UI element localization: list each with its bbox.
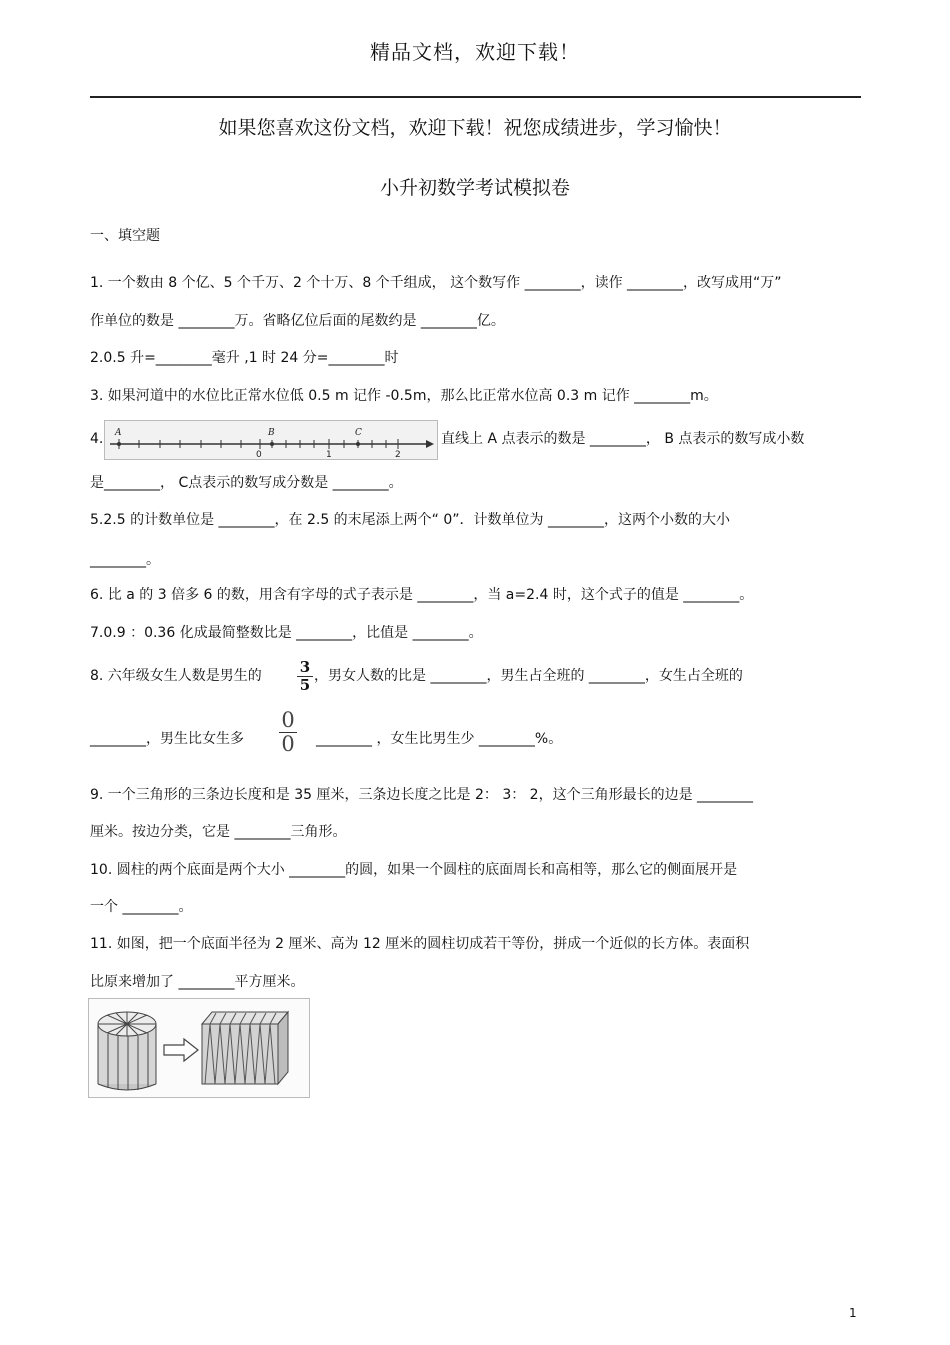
question-2: 2.0.5 升=________毫升 ,1 时 24 分=________时 (90, 350, 399, 366)
question-5-line-2: ________。 (90, 552, 160, 568)
tick-label-1: 1 (326, 450, 332, 460)
question-10-line-1: 10. 圆柱的两个底面是两个大小 ________的圆，如果一个圆柱的底面周长和高相等，那么它的侧面展开是 (90, 862, 738, 878)
question-5-line-1: 5.2.5 的计数单位是 ________，在 2.5 的末尾添上两个“ 0”．计数单位为 ________，这两个小数的大小 (90, 512, 730, 528)
question-10-line-2: 一个 ________。 (90, 899, 193, 915)
question-3: 3. 如果河道中的水位比正常水位低 0.5 m 记作 -0.5m，那么比正常水位高 0.3 m 记作 ________m。 (90, 388, 718, 404)
point-b-label: B (268, 428, 275, 438)
cylinder-to-cuboid-figure (88, 998, 310, 1098)
page-number: 1 (849, 1306, 857, 1320)
question-11-line-2: 比原来增加了 ________平方厘米。 (90, 974, 305, 990)
question-7: 7.0.9 ：0.36 化成最简整数比是 ________，比值是 ________。 (90, 625, 483, 641)
number-line-figure (104, 420, 438, 460)
question-4-line-2: 是________， C点表示的数写成分数是 ________。 (90, 475, 403, 491)
point-a-label: A (115, 428, 122, 438)
fraction-numerator: 3 (299, 658, 311, 676)
section-heading: 一、填空题 (90, 228, 160, 244)
question-6: 6. 比 a 的 3 倍多 6 的数，用含有字母的式子表示是 ________，当 a=2.4 时，这个式子的值是 ________。 (90, 587, 754, 603)
tick-label-0: 0 (256, 450, 262, 460)
question-8-line-1-pre: 8. 六年级女生人数是男生的 (90, 668, 262, 684)
question-9-line-1: 9. 一个三角形的三条边长度和是 35 厘米，三条边长度之比是 2： 3： 2，这个三角形最长的边是 ________ (90, 787, 754, 803)
fraction-placeholder (279, 710, 297, 755)
question-4-number: 4. (90, 431, 104, 447)
tick-label-2: 2 (395, 450, 401, 460)
fraction-denominator: 0 (281, 732, 295, 756)
question-1-line-2: 作单位的数是 ________万。省略亿位后面的尾数约是 ________亿。 (90, 313, 505, 329)
page-header: 精品文档，欢迎下载！ (370, 40, 580, 64)
fraction-denominator: 5 (299, 676, 311, 694)
point-c-label: C (355, 428, 362, 438)
exam-title: 小升初数学考试模拟卷 (379, 177, 570, 199)
question-4-line-1: 直线上 A 点表示的数是 ________， B 点表示的数写成小数 (441, 431, 805, 447)
question-9-line-2: 厘米。按边分类，它是 ________三角形。 (90, 824, 347, 840)
question-8-line-2-post: ________ ，女生比男生少 ________%。 (316, 731, 563, 747)
fraction-three-fifths (297, 660, 313, 693)
question-8-line-1-post: ，男女人数的比是 ________，男生占全班的 ________，女生占全班的 (314, 668, 743, 684)
promo-line: 如果您喜欢这份文档，欢迎下载！祝您成绩进步，学习愉快！ (218, 117, 732, 139)
header-rule (90, 96, 861, 98)
question-8-line-2-pre: ________，男生比女生多 (90, 731, 244, 747)
question-11-line-1: 11. 如图，把一个底面半径为 2 厘米、高为 12 厘米的圆柱切成若干等份，拼成一个近似的长方体。表面积 (90, 936, 750, 952)
question-1-line-1: 1. 一个数由 8 个亿、5 个千万、2 个十万、8 个千组成， 这个数写作 ________，读作 ________，改写成用“万” (90, 275, 782, 291)
fraction-numerator: 0 (281, 708, 295, 732)
